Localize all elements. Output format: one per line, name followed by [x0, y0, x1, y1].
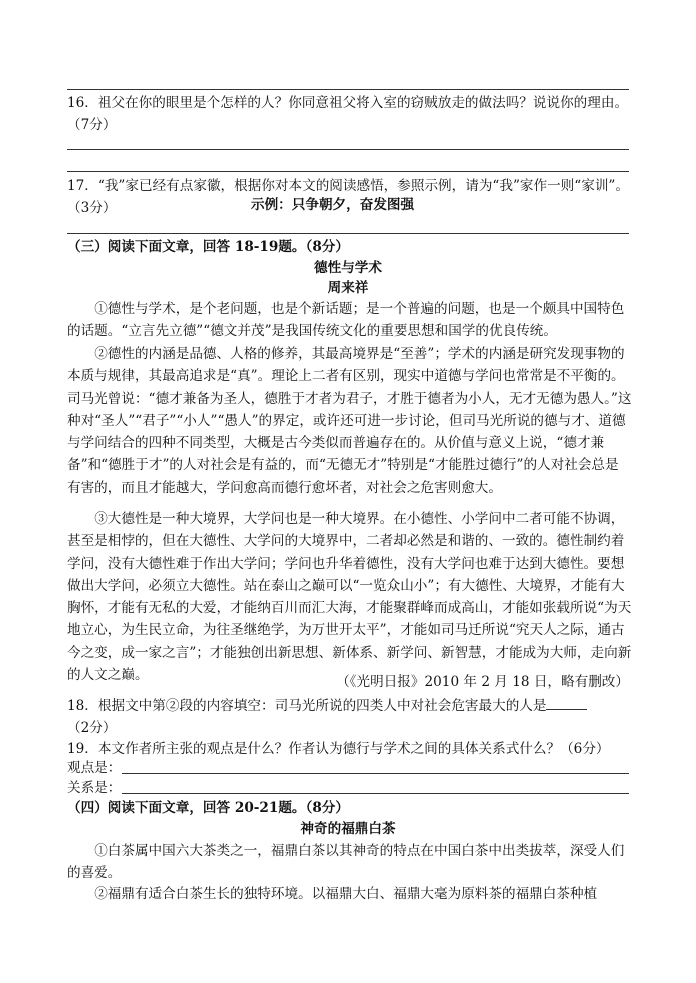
- article-1-source: （《光明日报》2010 年 2 月 18 日，略有删改）: [336, 674, 629, 690]
- q19-view-label: 观点是：: [67, 760, 122, 776]
- question-19: 19．本文作者所主张的观点是什么？作者认为德行与学术之间的具体关系式什么？（6分）: [67, 741, 610, 757]
- section-4-heading: （四）阅读下面文章，回答 20-21题。（8分）: [67, 800, 349, 816]
- question-16: 16．祖父在你的眼里是个怎样的人？你同意祖父将入室的窃贼放走的做法吗？说说你的理由。（7分）: [67, 95, 629, 134]
- answer-line-q16-1[interactable]: [67, 149, 629, 150]
- answer-line-top: [67, 89, 629, 90]
- question-17: 17．“我”家已经有点家徽，根据你对本文的阅读感悟，参照示例，请为“我”家作一则“家训”。（3分）: [67, 178, 629, 217]
- q19-relation-line[interactable]: [122, 793, 629, 794]
- article-1-paragraph-1: ①德性与学术，是个老问题，也是个新话题；是一个普遍的问题，也是一个颇具中国特色的话题。“立言先立德”“德文并茂”是我国传统文化的重要思想和国学的优良传统。: [67, 301, 625, 340]
- article-1-paragraph-3: ③大德性是一种大境界，大学问也是一种大境界。在小德性、小学问中二者可能不协调，甚至是相悖的，但在大德性、大学问的大境界中，二者却必然是和谐的、一致的。德性制约着学问，没有大德性难于作出大学问；学问也升华着德性，没有大学问也难于达到大德性。要想做出大学问，必须立大德性。站在泰山之巅可以“一览众山小”；有大德性、大境界，才能有大胸怀，才能有无私的大爱，才能纳百川而汇大海，才能聚群峰而成高山，才能如张载所说“为天地立心，为生民立命，为往圣继绝学，为万世开太平”，才能如司马迁所说“究天人之际，通古今之变，成一家之言”；才能独创出新思想、新体系、新学问、新智慧，才能成为大师，走向新的人文之巅。: [67, 511, 632, 684]
- q18-blank[interactable]: [546, 695, 587, 710]
- article-2-paragraph-1: ①白茶属中国六大茶类之一，福鼎白茶以其神奇的特点在中国白茶中出类拔萃，深受人们的喜爱。: [67, 843, 625, 882]
- question-18: [67, 695, 632, 740]
- q19-view-line[interactable]: [122, 773, 629, 774]
- q18-text: 18．根据文中第②段的内容填空：司马光所说的四类人中对社会危害最大的人是: [67, 698, 547, 714]
- q17-example: 示例：只争朝夕，奋发图强: [251, 197, 415, 213]
- article-title-2: 神奇的福鼎白茶: [300, 821, 396, 837]
- q18-score: （2分）: [67, 720, 117, 737]
- answer-line-q16-2[interactable]: [67, 171, 629, 172]
- article-author-1: 周来祥: [327, 280, 369, 296]
- article-title-1: 德性与学术: [314, 260, 382, 276]
- q19-relation-label: 关系是：: [67, 780, 122, 796]
- section-3-heading: （三）阅读下面文章，回答 18-19题。（8分）: [67, 239, 349, 255]
- answer-line-q17[interactable]: [67, 233, 629, 234]
- article-1-paragraph-2: ②德性的内涵是品德、人格的修养，其最高境界是“至善”；学术的内涵是研究发现事物的本质与规律，其最高追求是“真”。理论上二者有区别，现实中道德与学问也常常是不平衡的。司马光曾说：“德才兼备为圣人，德胜于才者为君子，才胜于德者为小人，无才无德为愚人。”这种对“圣人”“君子”“小人”“愚人”的界定，或许还可进一步讨论，但司马光所说的德与才、道德与学问结合的四种不同类型，大概是古今类似而普遍存在的。从价值与意义上说，“德才兼备”和“德胜于才”的人对社会是有益的，而“无德无才”特别是“才能胜过德行”的人对社会总是有害的，而且才能越大，学问愈高而德行愈坏者，对社会之危害则愈大。: [67, 346, 632, 496]
- article-2-paragraph-2: ②福鼎有适合白茶生长的独特环境。以福鼎大白、福鼎大毫为原料茶的福鼎白茶种植: [94, 886, 598, 902]
